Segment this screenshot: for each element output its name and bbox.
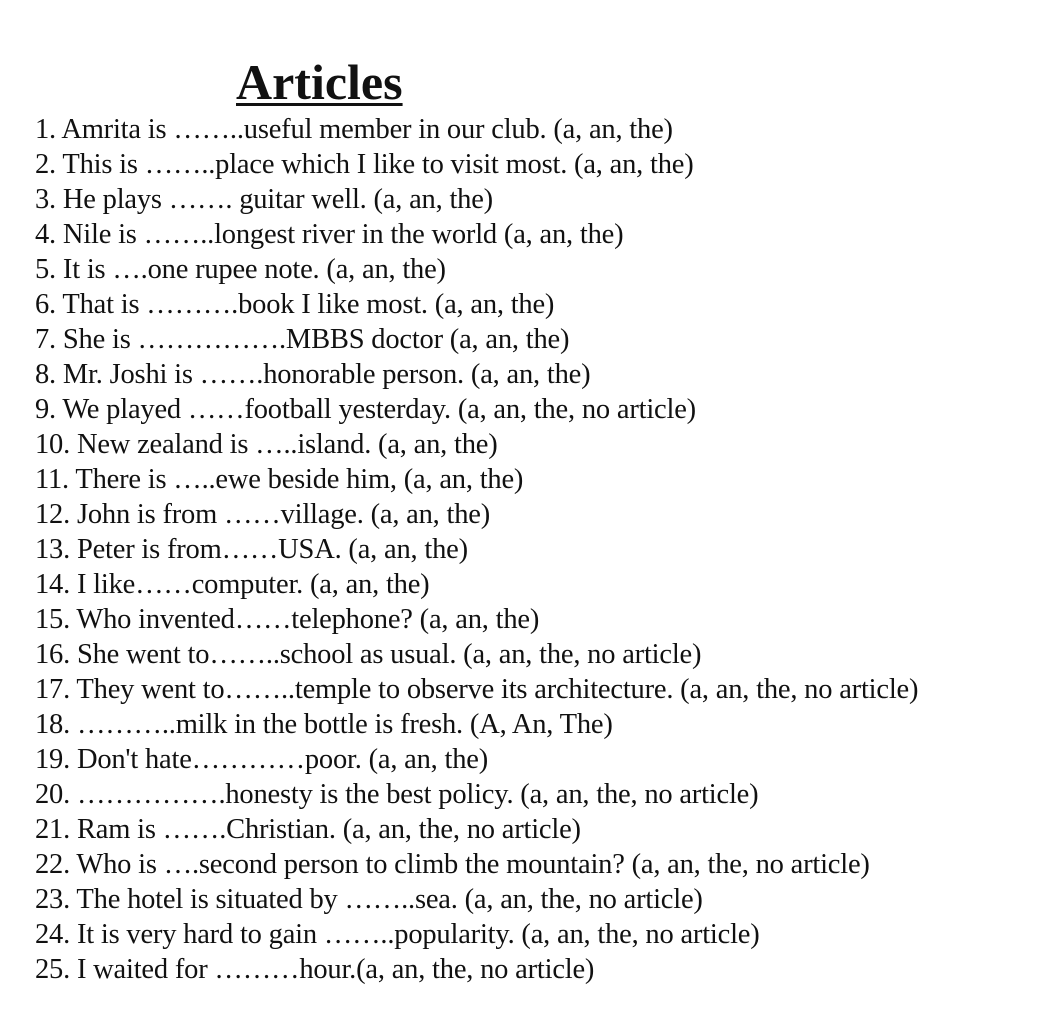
question-item: 20. …………….honesty is the best policy. (a, an, the, no article) bbox=[35, 779, 759, 810]
question-item: 24. It is very hard to gain ……..popularity. (a, an, the, no article) bbox=[35, 919, 760, 950]
question-item: 10. New zealand is …..island. (a, an, the) bbox=[35, 429, 498, 460]
question-item: 3. He plays ……. guitar well. (a, an, the) bbox=[35, 184, 493, 215]
question-item: 9. We played ……football yesterday. (a, an, the, no article) bbox=[35, 394, 696, 425]
question-item: 4. Nile is ……..longest river in the world (a, an, the) bbox=[35, 219, 624, 250]
question-item: 5. It is ….one rupee note. (a, an, the) bbox=[35, 254, 446, 285]
question-item: 25. I waited for ………hour.(a, an, the, no article) bbox=[35, 954, 595, 985]
question-item: 21. Ram is …….Christian. (a, an, the, no article) bbox=[35, 814, 581, 845]
question-item: 22. Who is ….second person to climb the mountain? (a, an, the, no article) bbox=[35, 849, 870, 880]
question-item: 8. Mr. Joshi is …….honorable person. (a, an, the) bbox=[35, 359, 591, 390]
question-item: 6. That is ……….book I like most. (a, an, the) bbox=[35, 289, 555, 320]
question-item: 19. Don't hate…………poor. (a, an, the) bbox=[35, 744, 489, 775]
question-item: 17. They went to……..temple to observe its architecture. (a, an, the, no article) bbox=[35, 674, 919, 705]
question-item: 11. There is …..ewe beside him, (a, an, the) bbox=[35, 464, 524, 495]
question-item: 13. Peter is from……USA. (a, an, the) bbox=[35, 534, 468, 565]
question-item: 16. She went to……..school as usual. (a, an, the, no article) bbox=[35, 639, 702, 670]
worksheet-title: Articles bbox=[236, 54, 403, 110]
question-list bbox=[35, 112, 1035, 987]
question-item: 15. Who invented……telephone? (a, an, the) bbox=[35, 604, 540, 635]
question-item: 2. This is ……..place which I like to visit most. (a, an, the) bbox=[35, 149, 694, 180]
question-item: 18. ………..milk in the bottle is fresh. (A, An, The) bbox=[35, 709, 613, 740]
question-item: 7. She is …………….MBBS doctor (a, an, the) bbox=[35, 324, 570, 355]
question-item: 14. I like……computer. (a, an, the) bbox=[35, 569, 430, 600]
question-item: 12. John is from ……village. (a, an, the) bbox=[35, 499, 491, 530]
question-item: 23. The hotel is situated by ……..sea. (a, an, the, no article) bbox=[35, 884, 703, 915]
question-item: 1. Amrita is ……..useful member in our club. (a, an, the) bbox=[35, 114, 673, 145]
